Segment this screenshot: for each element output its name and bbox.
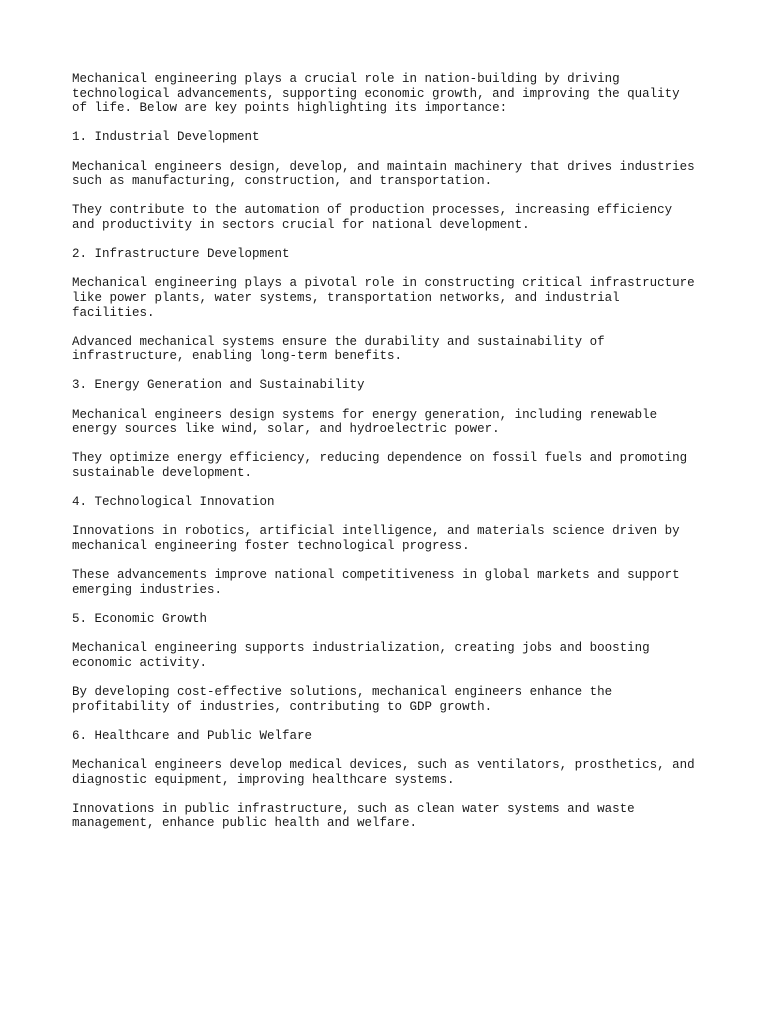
section-paragraph: Mechanical engineering plays a pivotal role in constructing critical infrastructure like power plants, water systems, transportation networks, and industrial facilities. bbox=[72, 276, 695, 320]
section-paragraph: Mechanical engineering supports industrialization, creating jobs and boosting economic activity. bbox=[72, 641, 650, 670]
section-paragraph: By developing cost-effective solutions, mechanical engineers enhance the profitability of industries, contributing to GDP growth. bbox=[72, 684, 613, 714]
document-page bbox=[72, 72, 712, 845]
section-economy bbox=[72, 612, 712, 714]
section-paragraph: Mechanical engineers design systems for energy generation, including renewable energy sources like wind, solar, and hydroelectric power. bbox=[72, 407, 658, 437]
intro-paragraph: Mechanical engineering plays a crucial role in nation-building by driving technological advancements, supporting economic growth, and improving the quality of life. Below are key points highlighting its importance: bbox=[72, 72, 680, 116]
section-heading-technology: 4. Technological Innovation bbox=[72, 495, 275, 510]
section-paragraph: Mechanical engineers design, develop, and maintain machinery that drives industries such as manufacturing, construction, and transportation. bbox=[72, 159, 695, 189]
section-paragraph: Innovations in public infrastructure, such as clean water systems and waste management, enhance public health and welfare. bbox=[72, 801, 635, 831]
section-paragraph: Advanced mechanical systems ensure the durability and sustainability of infrastructure, enabling long-term benefits. bbox=[72, 334, 605, 364]
section-paragraph: Innovations in robotics, artificial intelligence, and materials science driven by mechanical engineering foster technological progress. bbox=[72, 524, 680, 553]
section-heading-economy: 5. Economic Growth bbox=[72, 611, 208, 626]
section-paragraph: They contribute to the automation of production processes, increasing efficiency and productivity in sectors crucial for national development. bbox=[72, 203, 673, 232]
section-heading-energy: 3. Energy Generation and Sustainability bbox=[72, 378, 365, 393]
section-infrastructure bbox=[72, 247, 712, 364]
section-heading-industrial: 1. Industrial Development bbox=[72, 130, 260, 145]
section-energy bbox=[72, 378, 712, 480]
section-heading-infrastructure: 2. Infrastructure Development bbox=[72, 247, 290, 262]
section-paragraph: These advancements improve national competitiveness in global markets and support emerging industries. bbox=[72, 568, 680, 597]
section-paragraph: They optimize energy efficiency, reducing dependence on fossil fuels and promoting sustainable development. bbox=[72, 451, 688, 481]
section-paragraph: Mechanical engineers develop medical devices, such as ventilators, prosthetics, and diagnostic equipment, improving healthcare systems. bbox=[72, 757, 695, 787]
section-technology bbox=[72, 495, 712, 597]
section-healthcare bbox=[72, 729, 712, 831]
section-heading-healthcare: 6. Healthcare and Public Welfare bbox=[72, 728, 313, 743]
